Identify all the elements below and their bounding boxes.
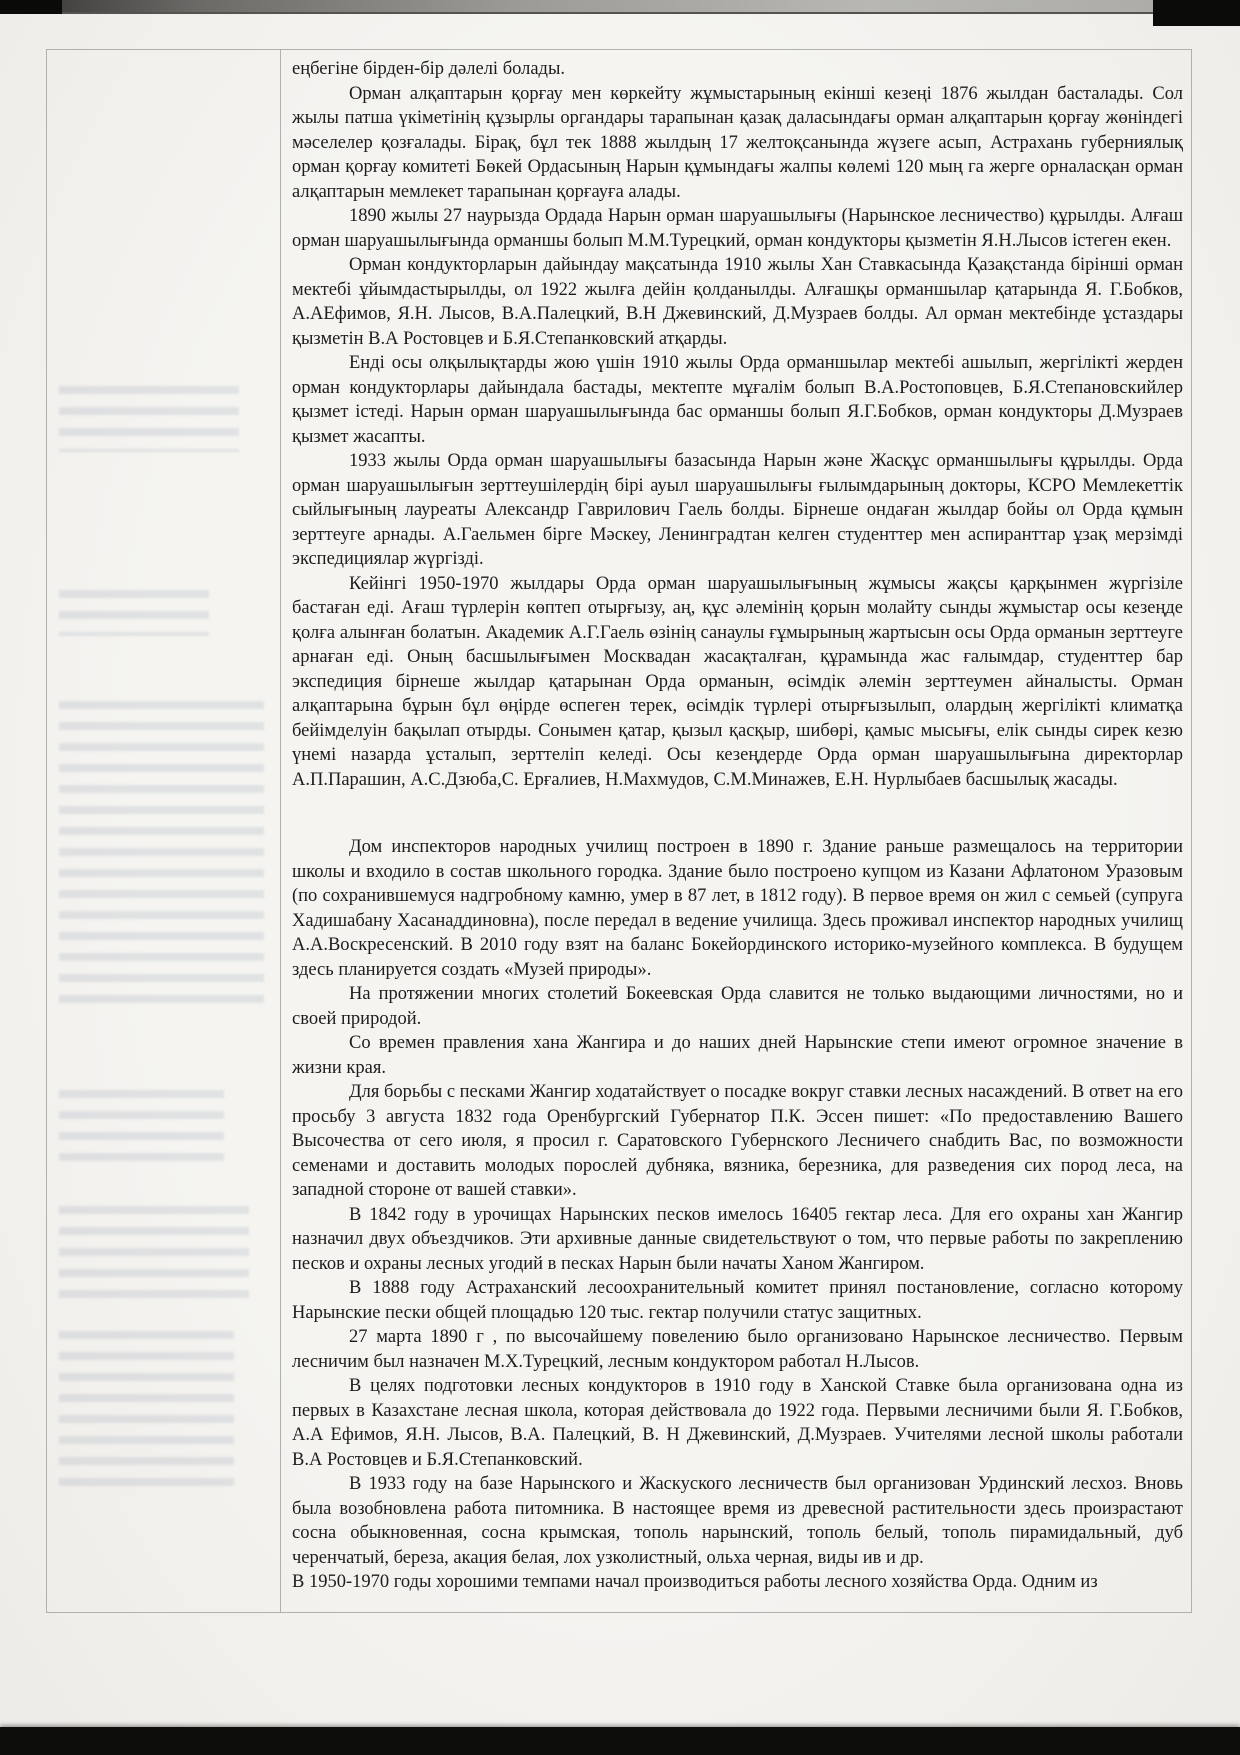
paragraph: В целях подготовки лесных кондукторов в 1910 году в Ханской Ставке была организована одна из первых в Казахстане лесная школа, которая действовала до 1922 года. Первыми лесничими были Я. Г.Бобков, А.А Ефимов, Я.Н. Лысов, В.А. Палецкий, В. Н Джевинский, Д.Музраев. Учителями лесной школы работали В.А Ростовцев и Б.Я.Степанковский.: [292, 1376, 1183, 1470]
scan-edge-top: [0, 0, 1240, 12]
paragraph: В 1888 году Астраханский лесоохранительный комитет принял постановление, согласно которому Нарынские пески общей площадью 120 тыс. гектар получили статус защитных.: [292, 1278, 1183, 1323]
paragraph: 1933 жылы Орда орман шаруашылығы базасында Нарын және Жасқұс орманшылығы құрылды. Орда орман шаруашылығын зерттеушілердің бірі ауыл шаруашылығы ғылымдарының докторы, КСРО Мемлекеттік сыйлығының лауреаты Александр Гаврилович Гаель болды. Бірнеше ондаған жылдар бойы ол Орда құмын зерттеуге арнады. А.Гаельмен бірге Мәскеу, Ленинградтан келген студенттер мен аспиранттар ұзақ мерзімді экспедициялар жүргізді.: [292, 451, 1183, 569]
ghost-bleedthrough-text: [59, 1090, 224, 1162]
scan-line: [0, 12, 1240, 14]
paragraph: В 1842 году в урочищах Нарынских песков имелось 16405 гектар леса. Для его охраны хан Жангир назначил двух объездчиков. Эти архивные данные свидетельствуют о том, что первые работы по закреплению песков и охраны лесных угодий в песках Нарын были начаты Ханом Жангиром.: [292, 1204, 1183, 1274]
scan-corner-blot-right: [1153, 0, 1240, 26]
paragraph: На протяжении многих столетий Бокеевская Орда славится не только выдающими личностями, но и своей природой.: [292, 984, 1183, 1029]
ghost-bleedthrough-text: [59, 386, 239, 452]
paragraph: Орман алқаптарын қорғау мен көркейту жұмыстарының екінші кезеңі 1876 жылдан басталады. Сол жылы патша үкіметінің құзырлы органдары тарапынан қазақ даласындағы орман алқаптарын қорғау жөніндегі мәселелер қозғалады. Бірақ, бұл тек 1888 жылдың 17 желтоқсанында жүзеге асып, Астрахань губерниялық орман қорғау комитеті Бөкей Ордасының Нарын құмындағы жалпы көлемі 120 мың га жерге орналасқан орман алқаптарын мемлекет тарапынан қорғауға алады.: [292, 83, 1183, 202]
scan-corner-blot-left: [0, 0, 62, 14]
paragraph: Енді осы олқылықтарды жою үшін 1910 жылы Орда орманшылар мектебі ашылып, жергілікті жерден орман кондукторлары дайындала бастады, мектепте мұғалім болып В.А.Ростоповцев, Б.Я.Степановскийлер қызмет істеді. Нарын орман шаруашылығында бас орманшы болып Я.Г.Бобков, орман кондукторы Д.Музраев қызмет жасапты.: [292, 353, 1183, 447]
left-margin-column: [47, 50, 281, 1612]
paragraph: еңбегіне бірден-бір дәлелі болады.: [292, 59, 566, 79]
text-column: [281, 50, 1191, 1612]
scan-edge-bottom: [0, 1727, 1240, 1755]
paragraph: Кейінгі 1950-1970 жылдары Орда орман шаруашылығының жұмысы жақсы қарқынмен жүргізіле бастаған еді. Ағаш түрлерін көптеп отырғызу, аң, құс әлемінің қорын молайту сынды жұмыстар осы кезеңде қолға алынған болатын. Академик А.Г.Гаель өзінің санаулы ғұмырының жартысын осы Орда орманын зерттеуге арнаған еді. Оның басшылығымен Москвадан жасақталған, құрамында жас ғалымдар, студенттер бар экспедиция бірнеше жылдар қатарынан Орда орманын, өсімдік әлемін зерттеумен айналысты. Орман алқаптарына бұрын бұл өңірде өспеген терек, өсімдік түрлері отырғызылып, олардың жергілікті климатқа бейімделуін бақылап отырды. Сонымен қатар, қызыл қасқыр, шибөрі, қамыс мысығы, елік сынды сирек кезю үнемі назарда ұсталып, зерттеліп келеді. Осы кезеңдерде Орда орман шаруашылығына директорлар А.П.Парашин, А.С.Дзюба,С. Ерғалиев, Н.Махмудов, С.М.Минажев, Е.Н. Нурлыбаев басшылық жасады.: [292, 573, 1183, 790]
paragraph: Дом инспекторов народных училищ построен в 1890 г. Здание раньше размещалось на территории школы и входило в состав школьного городка. Здание было построено купцом из Казани Афлатоном Уразовым (по сохранившемуся надгробному камню, умер в 87 лет, в 1812 году). В первое время он жил с семьей (супруга Хадишабану Хасанаддиновна), после передал в ведение училища. Здесь проживал инспектор народных училищ А.А.Воскресенский. В 2010 году взят на баланс Бокейординского историко-музейного комплекса. В будущем здесь планируется создать «Музей природы».: [292, 837, 1183, 980]
ghost-bleedthrough-text: [59, 1206, 249, 1301]
paragraph: Со времен правления хана Жангира и до наших дней Нарынские степи имеют огромное значение в жизни края.: [292, 1033, 1183, 1078]
ghost-bleedthrough-text: [59, 590, 209, 636]
paragraph: В 1933 году на базе Нарынского и Жаскуского лесничеств был организован Урдинский лесхоз. Вновь была возобновлена работа питомника. В настоящее время из древесной растительности здесь произрастают сосна обыкновенная, сосна крымская, тополь нарынский, тополь белый, тополь пирамидальный, дуб черенчатый, береза, акация белая, лох узколистный, ольха черная, виды ив и др.: [292, 1474, 1183, 1568]
paragraph: Для борьбы с песками Жангир ходатайствует о посадке вокруг ставки лесных насаждений. В ответ на его просьбу 3 августа 1832 года Оренбургский Губернатор П.К. Эссен пишет: «По предоставлению Вашего Высочества от сего июля, я просил г. Саратовского Губернского Лесничего снабдить Вас, по возможности семенами и доставить молодых порослей дубняка, вязника, березника, для разведения сих пород леса, на западной стороне от вашей ставки».: [292, 1082, 1183, 1200]
paragraph: В 1950-1970 годы хорошими темпами начал производиться работы лесного хозяйства Орда. Одним из: [292, 1572, 1098, 1592]
paragraph: 1890 жылы 27 наурызда Ордада Нарын орман шаруашылығы (Нарынское лесничество) құрылды. Алғаш орман шаруашылығында орманшы болып М.М.Турецкий, орман кондукторы қызметін Я.Н.Лысов істеген екен.: [292, 206, 1183, 251]
paragraph: Орман кондукторларын дайындау мақсатында 1910 жылы Хан Ставкасында Қазақстанда бірінші орман мектебі ұйымдастырылды, ол 1922 жылға дейін қолданылды. Алғашқы орманшылар қатарында Я. Г.Бобков, А.АЕфимов, Я.Н. Лысов, В.А.Палецкий, В.Н Джевинский, Д.Музраев болды. Ал орман мектебінде ұстаздары қызметін В.А Ростовцев и Б.Я.Степанковский атқарды.: [292, 255, 1183, 349]
ghost-bleedthrough-text: [59, 701, 264, 1011]
paragraph: 27 марта 1890 г , по высочайшему повелению было организовано Нарынское лесничество. Первым лесничим был назначен М.Х.Турецкий, лесным кондуктором работал Н.Лысов.: [292, 1327, 1183, 1372]
ghost-bleedthrough-text: [59, 1331, 234, 1493]
document-table: [46, 49, 1192, 1613]
